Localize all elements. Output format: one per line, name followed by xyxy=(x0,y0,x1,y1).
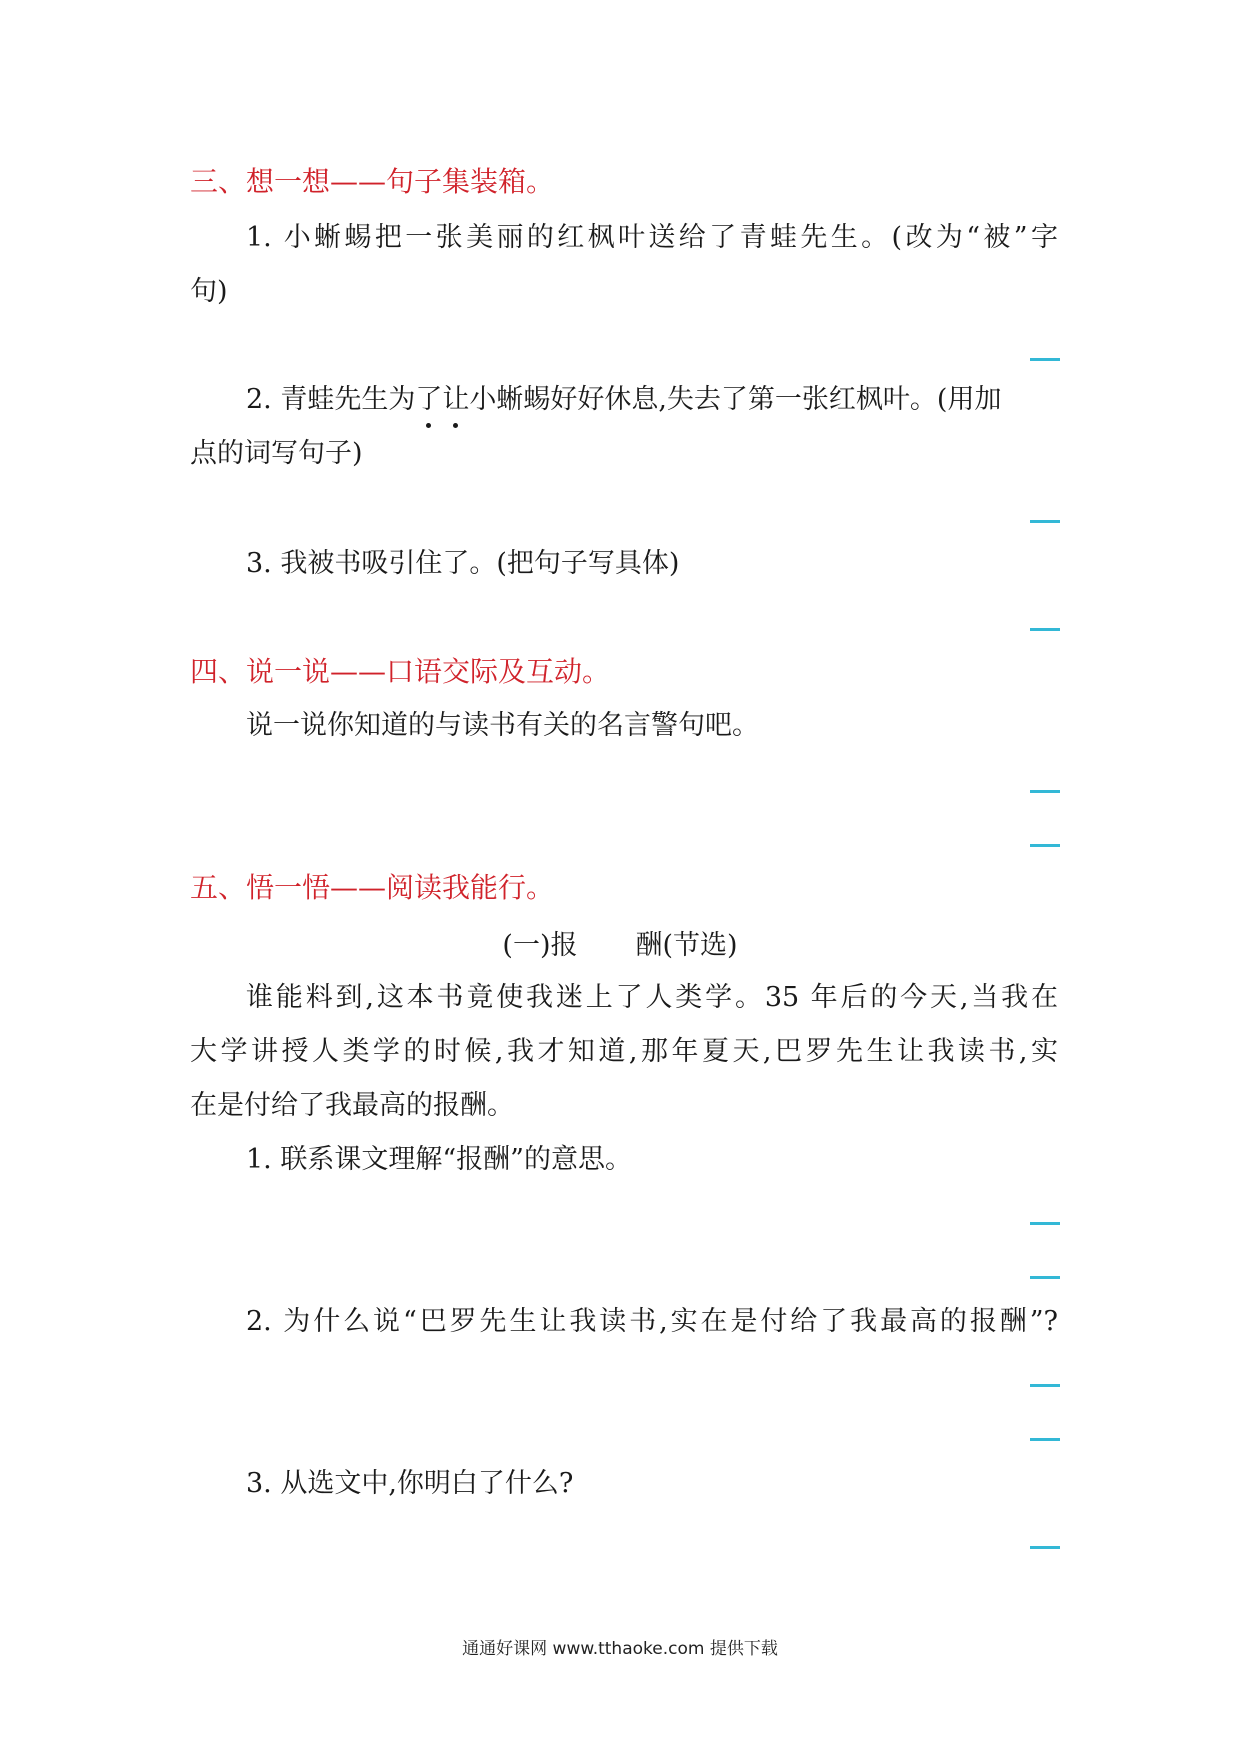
section-3-heading: 三、想一想——句子集装箱。 xyxy=(190,165,555,198)
passage-title: (一)报 酬(节选) xyxy=(502,930,738,961)
answer-line[interactable] xyxy=(1030,790,1060,793)
section-3-question-3: 3. 我被书吸引住了。(把句子写具体) xyxy=(246,548,680,579)
section-3-question-1-line-2: 句) xyxy=(190,276,228,307)
section-4-prompt: 说一说你知道的与读书有关的名言警句吧。 xyxy=(246,710,759,741)
answer-line[interactable] xyxy=(1030,520,1060,523)
answer-line[interactable] xyxy=(1030,844,1060,847)
section-3-question-2-line-1 xyxy=(246,380,1001,420)
dotted-word: 了让 xyxy=(415,380,469,420)
question-2-suffix: 小蜥蜴好好休息,失去了第一张红枫叶。(用加 xyxy=(469,384,1002,415)
answer-line[interactable] xyxy=(1030,628,1060,631)
answer-line[interactable] xyxy=(1030,1384,1060,1387)
section-5-question-3: 3. 从选文中,你明白了什么? xyxy=(246,1468,574,1499)
section-5-heading: 五、悟一悟——阅读我能行。 xyxy=(190,871,555,904)
section-4-heading: 四、说一说——口语交际及互动。 xyxy=(190,655,611,688)
page-footer: 通通好课网 www.tthaoke.com 提供下载 xyxy=(462,1639,778,1659)
passage-line-2: 大学讲授人类学的时候,我才知道,那年夏天,巴罗先生让我读书,实 xyxy=(190,1036,1058,1067)
question-2-prefix: 2. 青蛙先生为 xyxy=(246,384,416,415)
section-5-question-1: 1. 联系课文理解“报酬”的意思。 xyxy=(246,1144,632,1175)
answer-line[interactable] xyxy=(1030,1546,1060,1549)
answer-line[interactable] xyxy=(1030,1276,1060,1279)
answer-line[interactable] xyxy=(1030,1222,1060,1225)
answer-line[interactable] xyxy=(1030,1438,1060,1441)
emphasis-dots-icon xyxy=(415,423,469,428)
answer-line[interactable] xyxy=(1030,358,1060,361)
passage-line-1: 谁能料到,这本书竟使我迷上了人类学。35 年后的今天,当我在 xyxy=(246,982,1058,1013)
section-5-question-2: 2. 为什么说“巴罗先生让我读书,实在是付给了我最高的报酬”? xyxy=(246,1306,1058,1337)
section-3-question-2-line-2: 点的词写句子) xyxy=(190,438,363,469)
passage-line-3: 在是付给了我最高的报酬。 xyxy=(190,1090,514,1121)
section-3-question-1-line-1: 1. 小蜥蜴把一张美丽的红枫叶送给了青蛙先生。(改为“被”字 xyxy=(246,222,1058,253)
